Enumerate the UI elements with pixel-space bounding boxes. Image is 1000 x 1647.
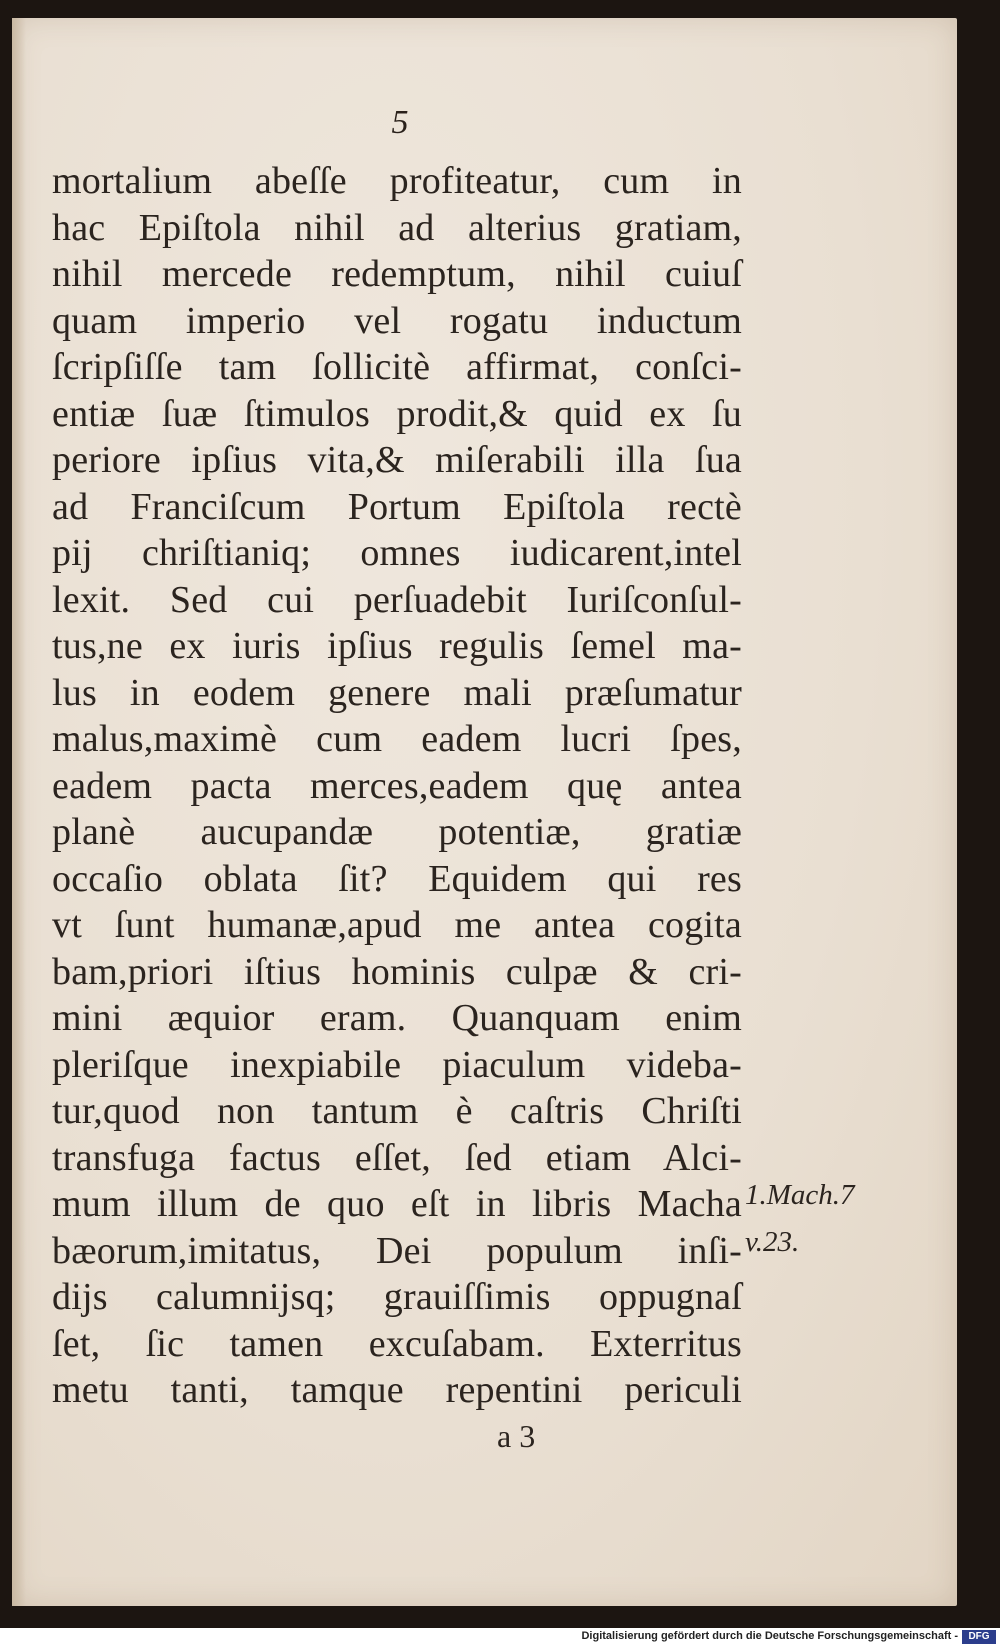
- page-edge-shadow: [12, 18, 26, 1606]
- signature-mark: a 3: [497, 1418, 536, 1454]
- text-line: transfuga factus eſſet, ſed etiam Alci-: [52, 1136, 742, 1179]
- text-line: quam imperio vel rogatu inductum: [52, 299, 742, 342]
- text-line: malus,maximè cum eadem lucri ſpes,: [52, 718, 742, 760]
- text-line: pleriſque inexpiabile piaculum videba-: [52, 1043, 742, 1086]
- text-line: ſet, ſic tamen excuſabam. Exterritus: [52, 1322, 742, 1365]
- funding-credit: Digitalisierung gefördert durch die Deutsche Forschungsgemeinschaft -: [581, 1630, 958, 1642]
- text-line: dijs calumnijsq; grauiſſimis oppugnaſ: [52, 1276, 742, 1318]
- text-line: lexit. Sed cui perſuadebit Iuriſconſul-: [52, 578, 742, 621]
- text-line: nihil mercede redemptum, nihil cuiuſ: [52, 253, 742, 295]
- dfg-logo-icon: DFG: [962, 1630, 996, 1644]
- page-number: 5: [391, 104, 409, 141]
- text-line: bæorum,imitatus, Dei populum inſi-: [52, 1229, 742, 1272]
- text-line: lus in eodem genere mali præſumatur: [52, 671, 742, 714]
- text-line: vt ſunt humanæ,apud me antea cogita: [52, 904, 742, 946]
- margin-note-reference: 1.Mach.7: [745, 1179, 855, 1211]
- text-line: metu tanti, tamque repentini periculi: [52, 1369, 742, 1411]
- text-line: bam,priori iſtius hominis culpæ & cri-: [52, 950, 742, 993]
- text-line: mortalium abeſſe profiteatur, cum in: [52, 160, 742, 202]
- text-line: mini æquior eram. Quanquam enim: [52, 997, 742, 1039]
- text-line: periore ipſius vita,& miſerabili illa ſua: [52, 439, 742, 481]
- text-line: ſcripſiſſe tam ſollicitè affirmat, conſci-: [52, 346, 742, 388]
- text-line: occaſio oblata ſit? Equidem qui res: [52, 857, 742, 900]
- text-line: mum illum de quo eſt in libris Macha: [52, 1183, 742, 1225]
- text-line: entiæ ſuæ ſtimulos prodit,& quid ex ſu: [52, 392, 742, 435]
- text-line: tur,quod non tantum è caſtris Chriſti: [52, 1090, 742, 1132]
- text-line: tus,ne ex iuris ipſius regulis ſemel ma-: [52, 625, 742, 667]
- text-line: pij chriſtianiq; omnes iudicarent,intel: [52, 532, 742, 574]
- text-line: eadem pacta merces,eadem quę antea: [52, 764, 742, 807]
- text-line: planè aucupandæ potentiæ, gratiæ: [52, 811, 742, 853]
- body-text: [52, 158, 742, 1414]
- text-line: hac Epiſtola nihil ad alterius gratiam,: [52, 206, 742, 249]
- margin-note-verse: v.23.: [745, 1226, 800, 1258]
- text-line: ad Franciſcum Portum Epiſtola rectè: [52, 485, 742, 528]
